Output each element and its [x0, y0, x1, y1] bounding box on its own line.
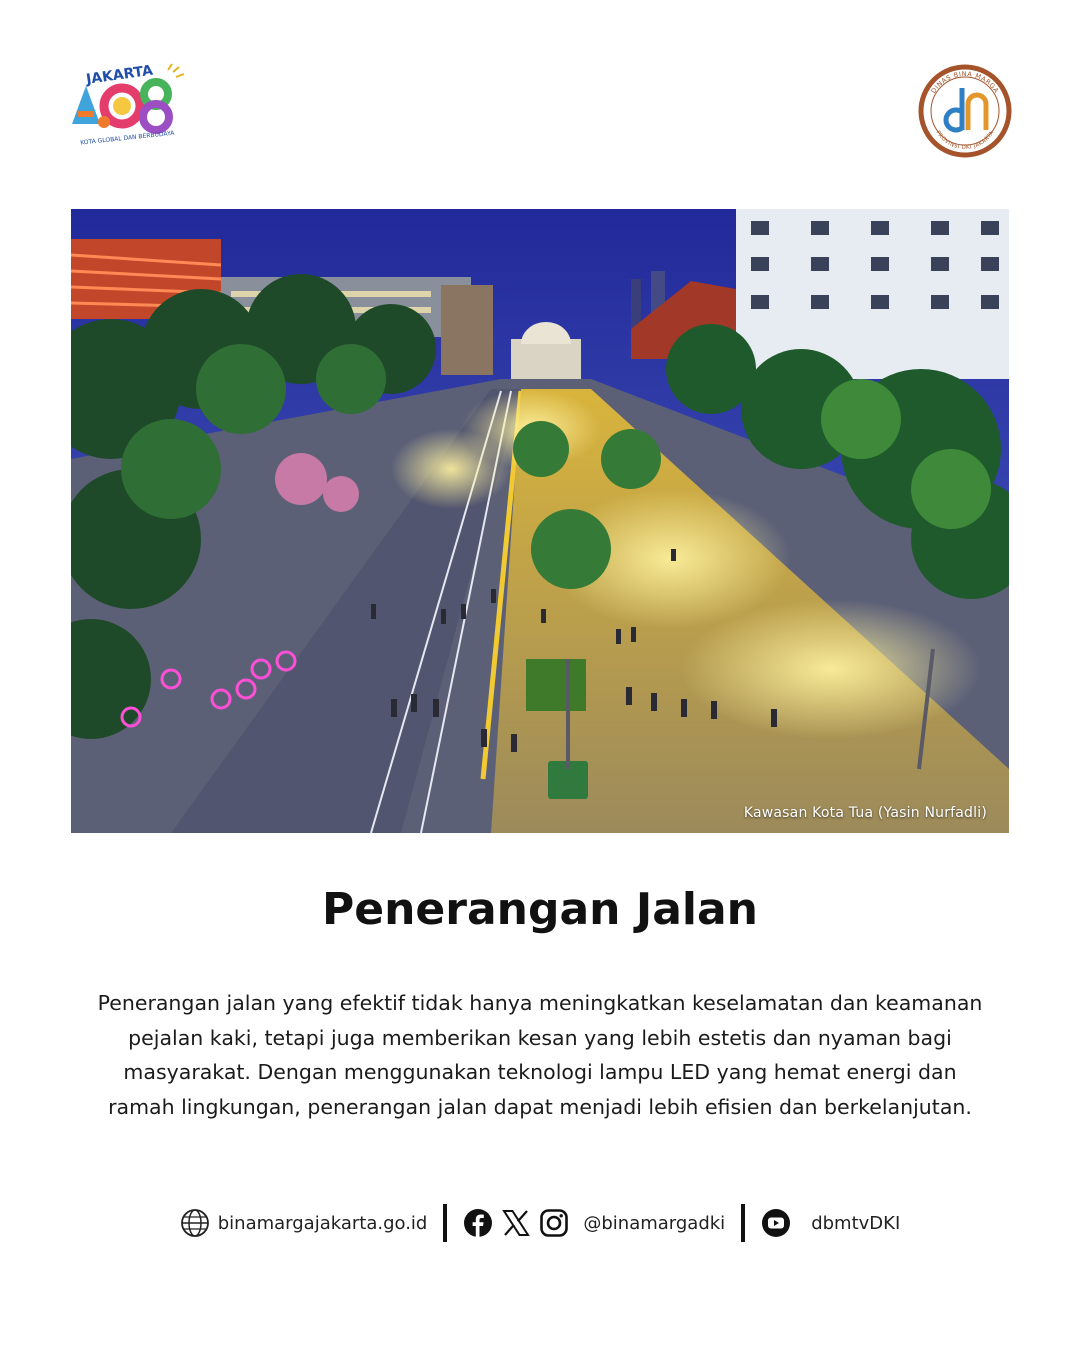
footer-contacts [0, 1202, 1080, 1244]
jakarta-498-logo [64, 62, 192, 146]
body-line: Penerangan jalan yang efektif tidak hanya meningkatkan keselamatan dan keamanan [97, 991, 983, 1015]
logo-wordmark: JAKARTA [85, 62, 154, 88]
social-handle[interactable]: @binamargadki [583, 1212, 726, 1234]
ring-bottom-text: PROVINSI DKI JAKARTA [934, 130, 996, 152]
x-icon[interactable] [501, 1208, 531, 1238]
body-line: pejalan kaki, tetapi juga memberikan kesan yang lebih estetis dan nyaman bagi [128, 1025, 952, 1050]
body-paragraph [60, 986, 1020, 1124]
youtube-channel[interactable]: dbmtvDKI [811, 1212, 901, 1234]
instagram-icon[interactable] [539, 1208, 569, 1238]
ring-top-text: DINAS BINA MARGA [929, 69, 1001, 95]
social-group [463, 1208, 725, 1238]
youtube-icon [761, 1208, 791, 1238]
body-line: masyarakat. Dengan menggunakan teknologi lampu LED yang hemat energi dan [123, 1060, 957, 1084]
body-line: ramah lingkungan, penerangan jalan dapat menjadi lebih efisien dan berkelanjutan. [108, 1094, 972, 1119]
globe-icon [180, 1208, 210, 1238]
facebook-icon[interactable] [463, 1208, 493, 1238]
logo-tagline: KOTA GLOBAL DAN BERBUDAYA [79, 129, 175, 146]
youtube-group[interactable] [761, 1208, 900, 1238]
street-photo [71, 209, 1009, 833]
page-title: Penerangan Jalan [322, 884, 758, 935]
bina-marga-logo [918, 64, 1012, 158]
website-group[interactable] [180, 1208, 428, 1238]
logo-number: 498 [64, 62, 66, 63]
photo-caption: Kawasan Kota Tua (Yasin Nurfadli) [743, 805, 987, 821]
footer-divider [443, 1204, 447, 1242]
footer-divider [741, 1204, 745, 1242]
website-link[interactable]: binamargajakarta.go.id [217, 1212, 428, 1234]
